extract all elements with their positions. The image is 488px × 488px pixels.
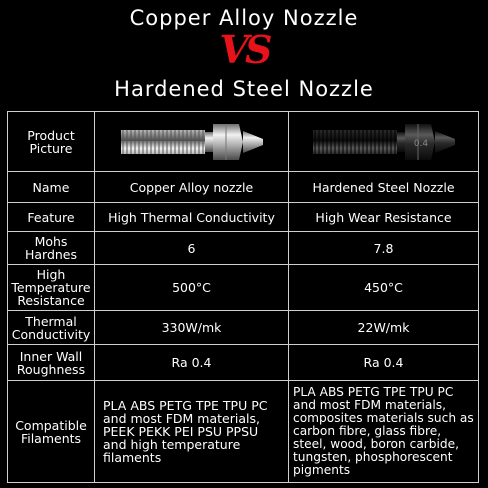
copper-name: Copper Alloy nozzle xyxy=(95,172,289,202)
steel-name: Hardened Steel Nozzle xyxy=(312,179,455,195)
copper-thermal-conductivity: 330W/mk xyxy=(95,311,289,344)
steel-compatible-filaments: PLA ABS PETG TPE TPU PC and most FDM materials, composites materials such as carbon fibre, glass fibre, steel, wood, boron carbide, tungsten, phosphorescent pigments xyxy=(293,385,474,477)
row-product-picture xyxy=(8,112,478,171)
label-feature: Feature xyxy=(8,203,95,231)
copper-nozzle-icon xyxy=(117,117,267,167)
steel-nozzle-image-cell xyxy=(289,112,478,171)
steel-temperature-resistance: 450°C xyxy=(364,280,403,295)
label-mohs-hardness: Mohs Hardnes xyxy=(8,232,95,264)
copper-temperature-resistance: 500°C xyxy=(95,265,289,310)
steel-thermal-conductivity: 22W/mk xyxy=(357,320,410,335)
label-name: Name xyxy=(8,172,95,202)
row-temperature-resistance xyxy=(8,264,478,310)
row-name xyxy=(8,171,478,202)
copper-inner-wall-roughness: Ra 0.4 xyxy=(95,345,289,380)
row-inner-wall-roughness xyxy=(8,344,478,380)
copper-compatible-filaments: PLA ABS PETG TPE TPU PC and most FDM materials, PEEK PEKK PEI PSU PPSU and high temperature filaments xyxy=(95,381,289,482)
steel-inner-wall-roughness: Ra 0.4 xyxy=(363,355,404,370)
steel-nozzle-marking: 0.4 xyxy=(413,138,428,149)
title-copper: Copper Alloy Nozzle xyxy=(129,6,359,30)
copper-feature: High Thermal Conductivity xyxy=(95,203,289,231)
steel-mohs-hardness: 7.8 xyxy=(373,240,394,256)
label-compatible-filaments: Compatible Filaments xyxy=(8,381,95,482)
label-thermal-conductivity: Thermal Conductivity xyxy=(8,311,95,344)
row-mohs-hardness xyxy=(8,231,478,264)
comparison-table xyxy=(7,111,479,483)
label-inner-wall-roughness: Inner Wall Roughness xyxy=(8,345,95,380)
title-vs: VS xyxy=(219,27,269,72)
title-steel: Hardened Steel Nozzle xyxy=(114,77,374,101)
label-product-picture: Product Picture xyxy=(8,112,95,171)
steel-feature: High Wear Resistance xyxy=(315,209,452,225)
copper-mohs-hardness: 6 xyxy=(95,232,289,264)
label-temperature-resistance: High Temperature Resistance xyxy=(8,265,95,310)
row-compatible-filaments xyxy=(8,380,478,482)
copper-nozzle-image-cell xyxy=(95,112,289,171)
row-feature xyxy=(8,202,478,231)
steel-nozzle-icon xyxy=(309,117,459,167)
row-thermal-conductivity xyxy=(8,310,478,344)
